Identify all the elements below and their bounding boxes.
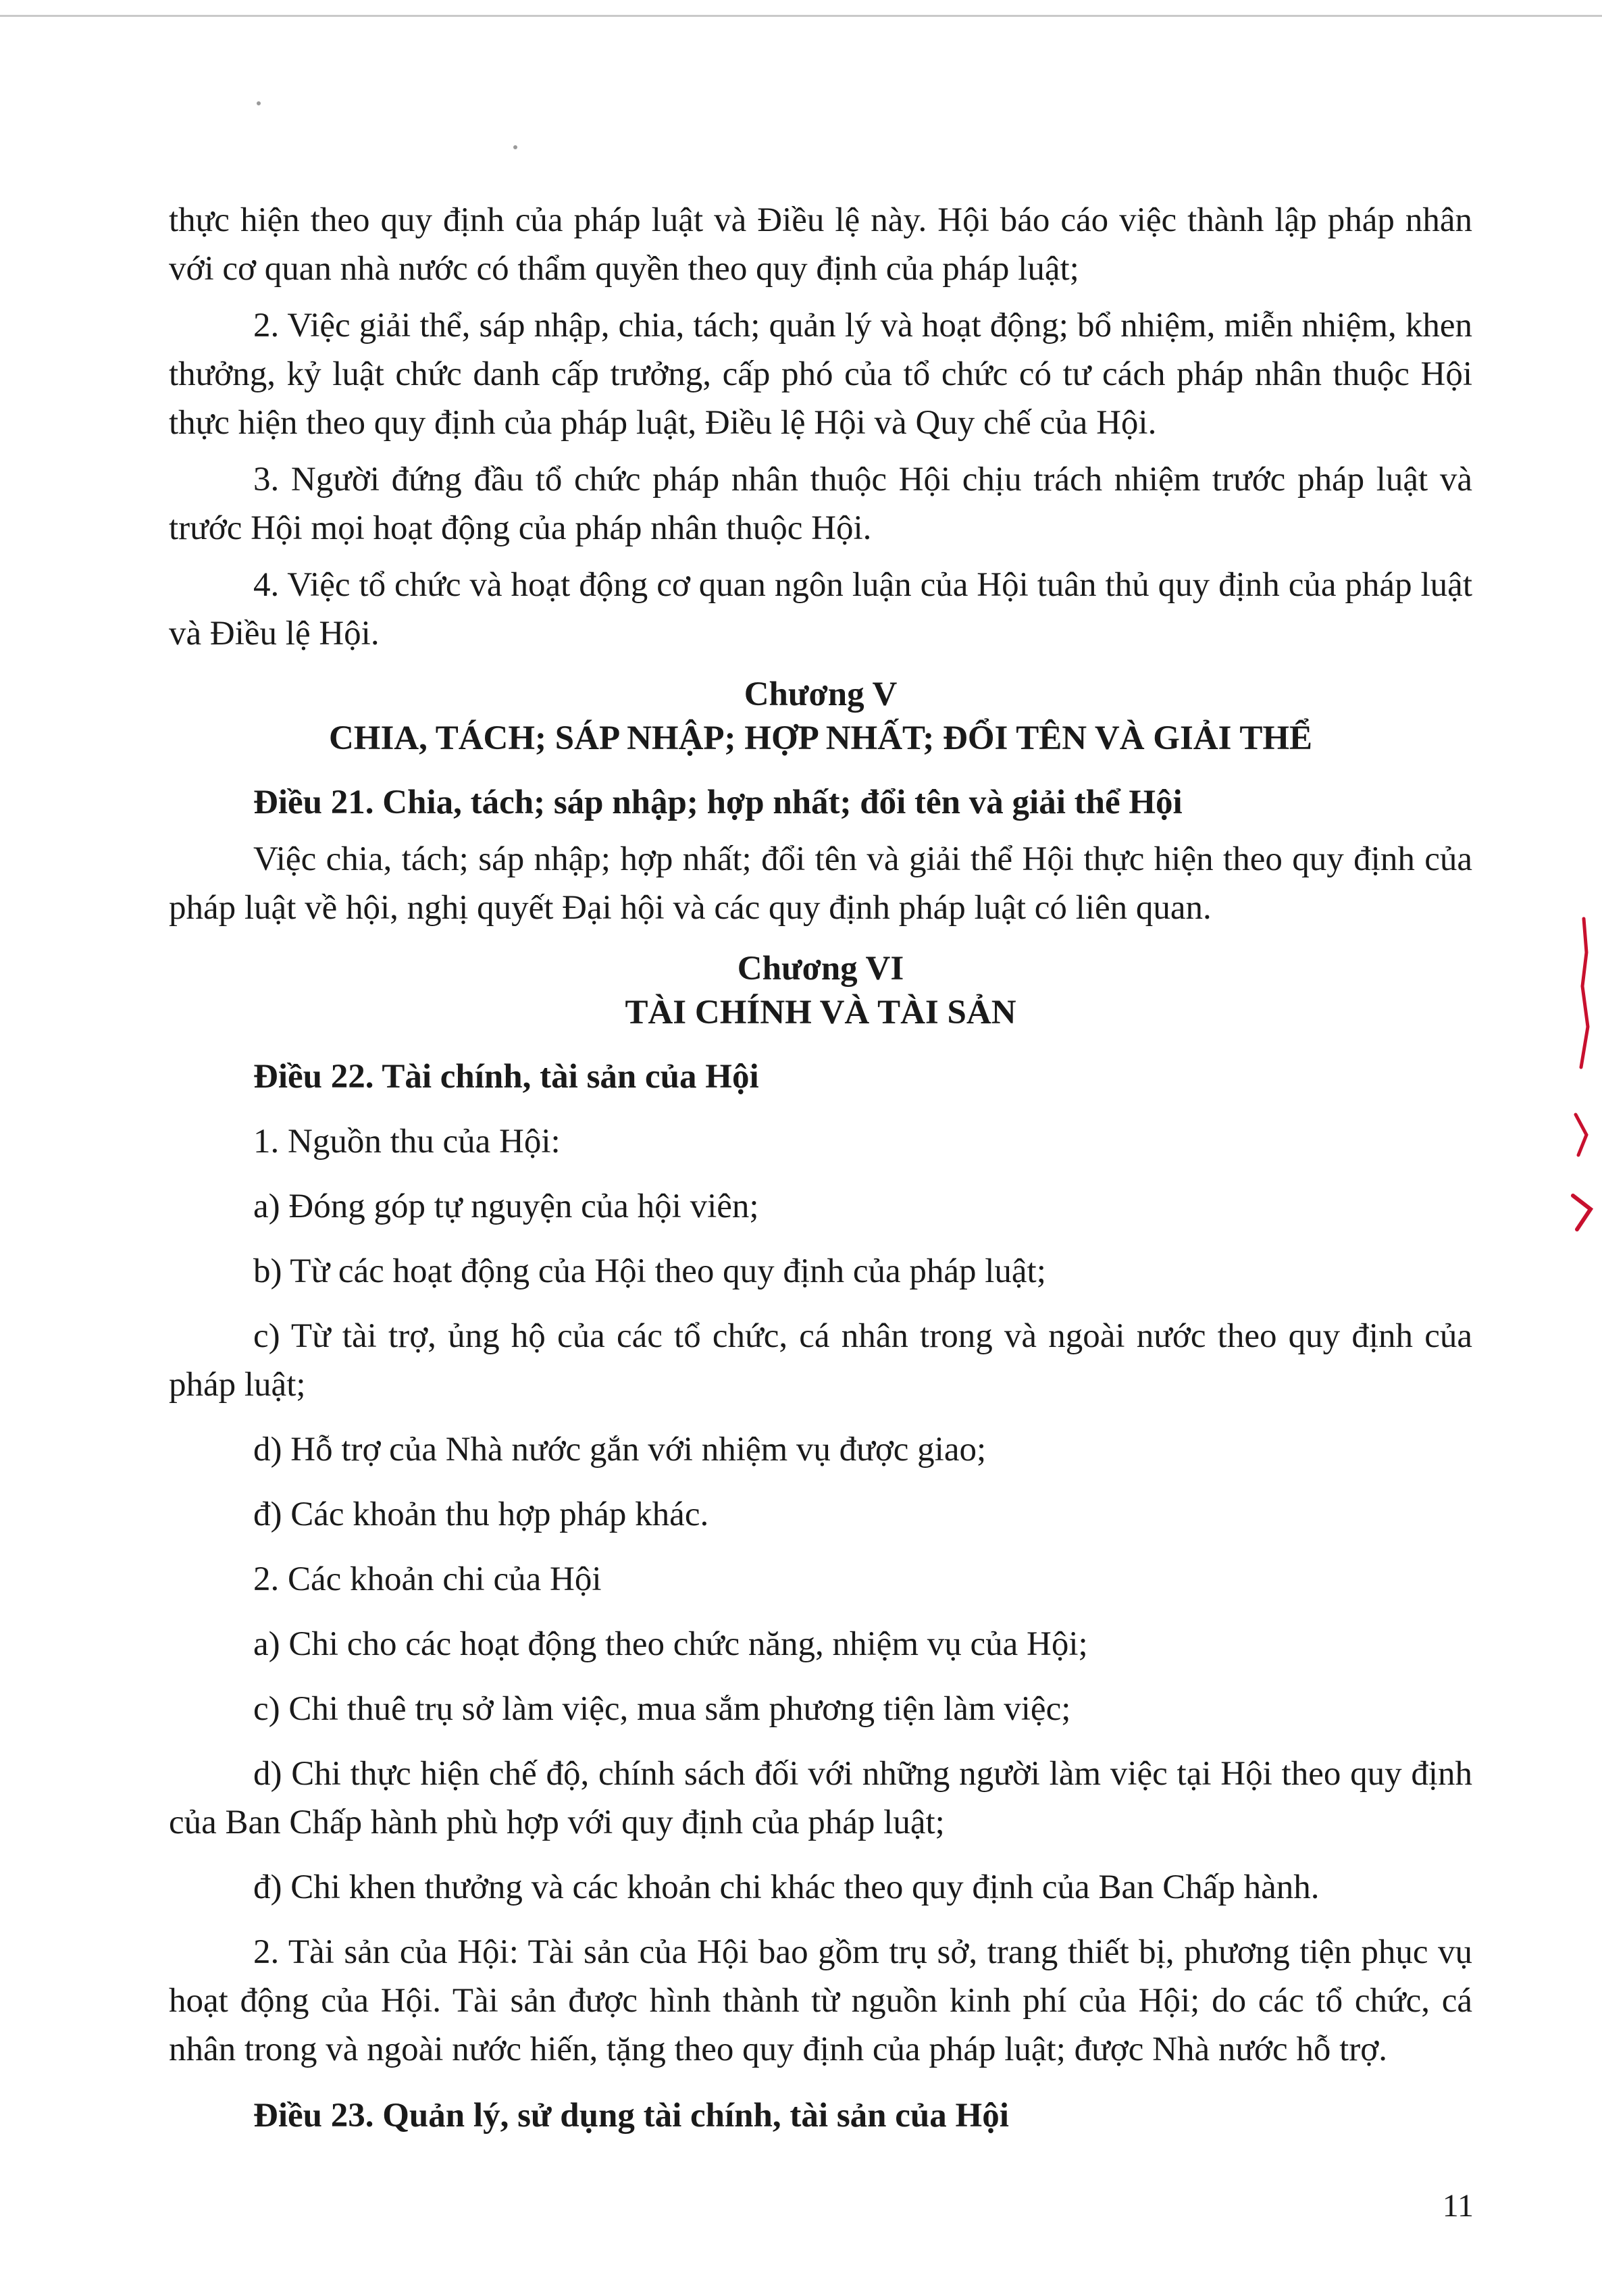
document-page: [169, 196, 1472, 2140]
paragraph: 4. Việc tổ chức và hoạt động cơ quan ngôn luận của Hội tuân thủ quy định của pháp luật và Điều lệ Hội.: [169, 566, 1472, 653]
list-item: đ) Các khoản thu hợp pháp khác.: [253, 1496, 709, 1533]
paragraph: 3. Người đứng đầu tổ chức pháp nhân thuộc Hội chịu trách nhiệm trước pháp luật và trước Hội mọi hoạt động của pháp nhân thuộc Hội.: [169, 461, 1472, 547]
red-stamp-mark: [1564, 912, 1597, 1236]
scan-edge-line: [0, 15, 1602, 17]
paragraph: 2. Việc giải thể, sáp nhập, chia, tách; quản lý và hoạt động; bổ nhiệm, miễn nhiệm, khen thưởng, kỷ luật chức danh cấp trưởng, cấp phó của tổ chức có tư cách pháp nhân thuộc Hội thực hiện theo quy định của pháp luật, Điều lệ Hội và Quy chế của Hội.: [169, 307, 1472, 442]
list-item: a) Chi cho các hoạt động theo chức năng, nhiệm vụ của Hội;: [253, 1625, 1088, 1663]
chapter-label: Chương VI: [737, 950, 904, 988]
article-heading: Điều 23. Quản lý, sử dụng tài chính, tài sản của Hội: [253, 2097, 1009, 2135]
chapter-title: CHIA, TÁCH; SÁP NHẬP; HỢP NHẤT; ĐỔI TÊN VÀ GIẢI THỂ: [328, 719, 1313, 757]
list-item: 2. Tài sản của Hội: Tài sản của Hội bao gồm trụ sở, trang thiết bị, phương tiện phục vụ hoạt động của Hội. Tài sản được hình thành từ nguồn kinh phí của Hội; do các tổ chức, cá nhân trong và ngoài nước hiến, tặng theo quy định của pháp luật; được Nhà nước hỗ trợ.: [169, 1933, 1472, 2068]
page-number: 11: [1442, 2188, 1474, 2224]
chapter-label: Chương V: [744, 675, 898, 713]
list-item: c) Chi thuê trụ sở làm việc, mua sắm phương tiện làm việc;: [253, 1690, 1071, 1728]
stamp-stroke: [1576, 1115, 1586, 1155]
article-heading: Điều 22. Tài chính, tài sản của Hội: [253, 1058, 759, 1096]
list-item: 2. Các khoản chi của Hội: [253, 1560, 602, 1598]
paragraph: thực hiện theo quy định của pháp luật và Điều lệ này. Hội báo cáo việc thành lập pháp nhân với cơ quan nhà nước có thẩm quyền theo quy định của pháp luật;: [169, 201, 1472, 288]
chapter-title: TÀI CHÍNH VÀ TÀI SẢN: [625, 994, 1016, 1031]
scan-speck: [513, 145, 517, 149]
paragraph: Việc chia, tách; sáp nhập; hợp nhất; đổi tên và giải thể Hội thực hiện theo quy định của pháp luật về hội, nghị quyết Đại hội và các quy định pháp luật có liên quan.: [169, 840, 1472, 927]
list-item: d) Chi thực hiện chế độ, chính sách đối với những người làm việc tại Hội theo quy định của Ban Chấp hành phù hợp với quy định của pháp luật;: [169, 1755, 1472, 1841]
list-item: b) Từ các hoạt động của Hội theo quy định của pháp luật;: [253, 1252, 1046, 1290]
stamp-stroke: [1573, 1196, 1591, 1229]
list-item: c) Từ tài trợ, ủng hộ của các tổ chức, cá nhân trong và ngoài nước theo quy định của pháp luật;: [169, 1317, 1472, 1404]
article-heading: Điều 21. Chia, tách; sáp nhập; hợp nhất; đổi tên và giải thể Hội: [253, 784, 1183, 821]
list-item: 1. Nguồn thu của Hội:: [253, 1123, 561, 1160]
list-item: a) Đóng góp tự nguyện của hội viên;: [253, 1188, 759, 1225]
list-item: đ) Chi khen thưởng và các khoản chi khác theo quy định của Ban Chấp hành.: [253, 1868, 1320, 1906]
list-item: d) Hỗ trợ của Nhà nước gắn với nhiệm vụ được giao;: [253, 1431, 987, 1469]
stamp-stroke: [1581, 919, 1588, 1067]
scan-speck: [257, 101, 261, 105]
